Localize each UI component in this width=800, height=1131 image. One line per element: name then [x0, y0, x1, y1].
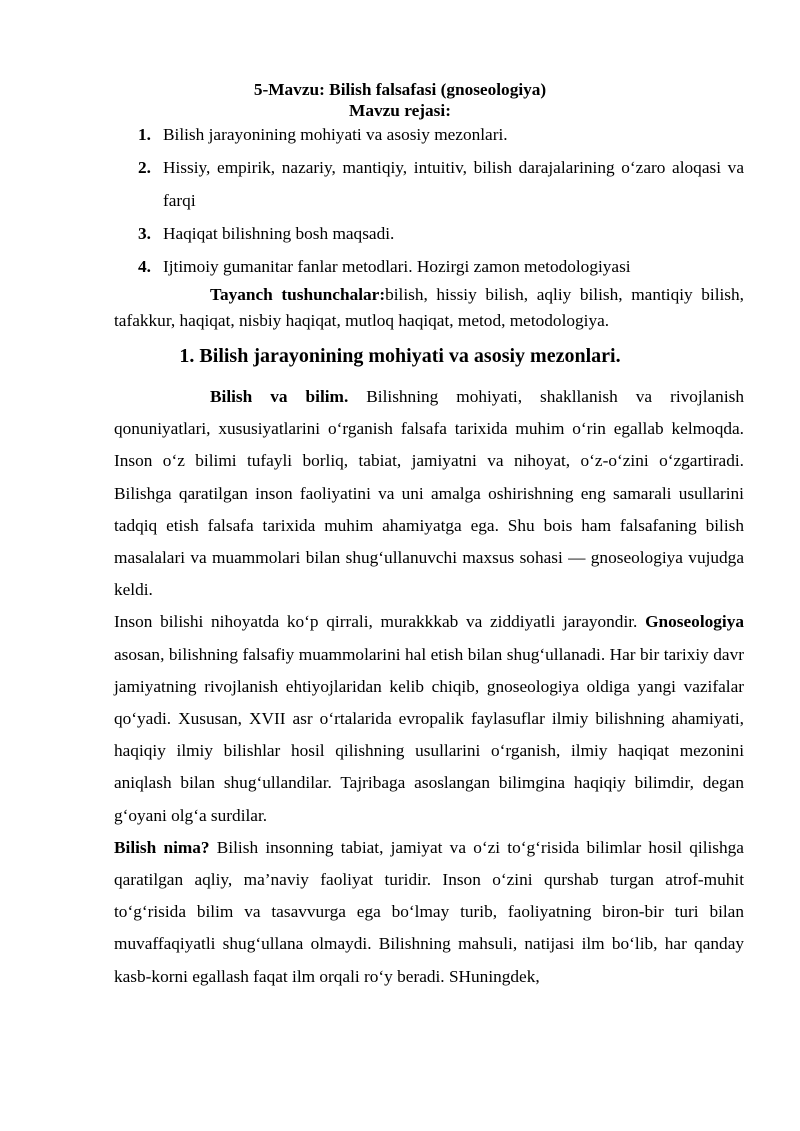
paragraph-label: Bilish nima?	[114, 837, 210, 857]
paragraph-text: Inson bilishi nihoyatda ko‘p qirrali, murakkkab va ziddiyatli jarayondir.	[114, 612, 638, 632]
plan-item-text: Hissiy, empirik, nazariy, mantiqiy, intuitiv, bilish darajalarining o‘zaro aloqasi va farqi	[163, 158, 744, 210]
plan-item-text: Bilish jarayonining mohiyati va asosiy mezonlari.	[163, 125, 508, 144]
plan-item	[138, 217, 744, 250]
paragraph-text: asosan, bilishning falsafiy muammolarini hal etish bilan shug‘ullanadi. Har bir tarixiy davr jamiyatning rivojlanish ehtiyojlaridan kelib chiqib, gnoseologiya oldiga yangi vazifalar qo‘yadi. Xususan, XVII asr o‘rtalarida evropalik faylasuflar ilmiy bilishning ahamiyati, haqiqiy ilmiy bilishlar hosil qilishning usullarini o‘rganish, ilmiy haqiqat mezonini aniqlash bilan shug‘ullandilar. Tajribaga asoslangan bilimgina haqiqiy bilimdir, degan g‘oyani olg‘a surdilar.	[114, 644, 744, 825]
plan-item-number: 4.	[138, 257, 151, 276]
plan-item	[138, 118, 744, 151]
plan-item-number: 1.	[138, 125, 151, 144]
paragraph-label: Gnoseologiya	[645, 612, 744, 632]
key-concepts-text: bilish, hissiy bilish, aqliy bilish, mantiqiy bilish, tafakkur, haqiqat, nisbiy haqiqat, mutloq haqiqat, metod, metodologiya.	[114, 285, 744, 330]
paragraph	[114, 832, 744, 993]
paragraph-text: Bilishning mohiyati, shakllanish va rivojlanish qonuniyatlari, xususiyatlarini o‘rganish falsafa tarixida muhim o‘rin egallab kelmoqda. Inson o‘z bilimi tufayli borliq, tabiat, jamiyatni va nihoyat, o‘z-o‘zini o‘zgartiradi. Bilishga qaratilgan inson faoliyatini va uni amalga oshirishning eng samarali usullarini tadqiq etish falsafa tarixida muhim ahamiyatga ega. Shu bois ham falsafaning bilish masalalari va muammolari bilan shug‘ullanuvchi maxsus sohasi — gnoseologiya vujudga keldi.	[114, 387, 744, 600]
plan-item-text: Ijtimoiy gumanitar fanlar metodlari. Hozirgi zamon metodologiyasi	[163, 257, 631, 276]
plan-list	[138, 118, 744, 283]
plan-item-number: 3.	[138, 224, 151, 243]
plan-item-number: 2.	[138, 158, 151, 177]
key-concepts-label: Tayanch tushunchalar:	[210, 285, 386, 304]
paragraph	[114, 606, 744, 831]
section-body	[114, 381, 744, 993]
paragraph-label: Bilish va bilim.	[210, 387, 349, 406]
key-concepts	[114, 282, 744, 334]
document-title: 5-Mavzu: Bilish falsafasi (gnoseologiya)	[253, 80, 547, 99]
plan-item	[138, 151, 744, 217]
plan-heading: Mavzu rejasi:	[349, 101, 451, 120]
paragraph-text: Bilish insonning tabiat, jamiyat va o‘zi to‘g‘risida bilimlar hosil qilishga qaratilgan aqliy, ma’naviy faoliyat turidir. Inson o‘zini qurshab turgan atrof-muhit to‘g‘risida bilim va tasavvurga ega bo‘lmay turib, faoliyatning biron-bir turi bilan muvaffaqiyatli shug‘ullana olmaydi. Bilishning mahsuli, natijasi ilm bo‘lib, har qanday kasb-korni egallash faqat ilm orqali ro‘y beradi. SHuningdek,	[114, 837, 744, 986]
paragraph	[114, 381, 744, 606]
section-heading: 1. Bilish jarayonining mohiyati va asosiy mezonlari.	[179, 345, 621, 367]
plan-item	[138, 250, 744, 283]
plan-item-text: Haqiqat bilishning bosh maqsadi.	[163, 224, 395, 243]
